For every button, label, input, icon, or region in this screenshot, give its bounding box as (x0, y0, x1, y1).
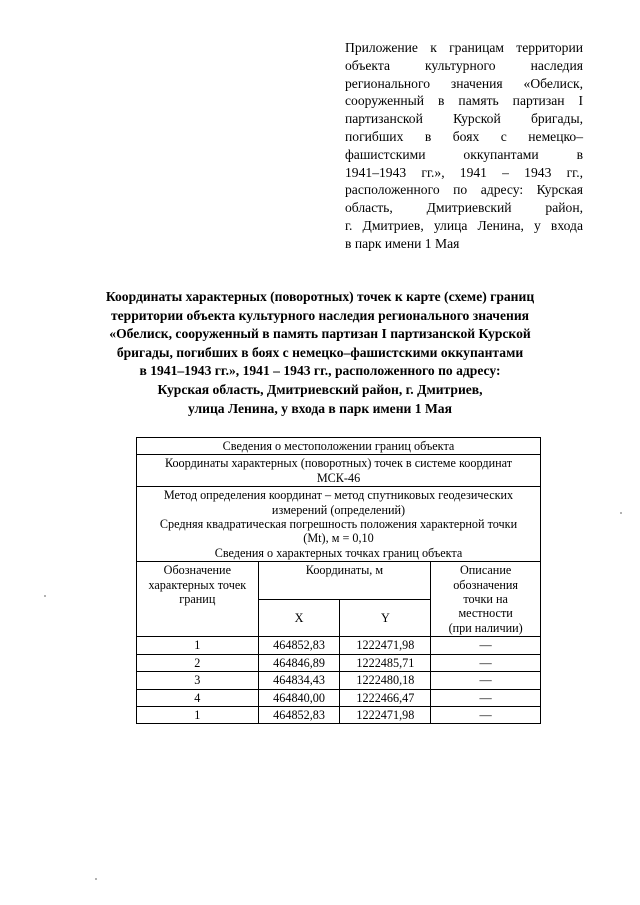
scan-speck (95, 878, 97, 880)
appendix-line: 1941–1943 гг.», 1941 – 1943 гг., (345, 164, 583, 180)
appendix-line: регионального значения «Обелиск, (345, 75, 583, 91)
coordinate-y: 1222471,98 (340, 706, 431, 723)
table-row (137, 654, 541, 671)
point-description: — (431, 689, 541, 706)
header-designation (137, 562, 259, 637)
coordinate-system-text: Координаты характерных (поворотных) точек в системе координат (164, 456, 513, 471)
header-text: местности (458, 606, 513, 621)
appendix-line: погибших в боях с немецко– (345, 128, 583, 144)
coordinate-x: 464852,83 (258, 637, 340, 654)
points-title: Сведения о характерных точках границ объекта (214, 545, 463, 560)
coordinate-y: 1222480,18 (340, 672, 431, 689)
method-cell (137, 487, 541, 562)
document-heading (60, 288, 580, 418)
heading-line: территории объекта культурного наследия регионального значения (110, 307, 530, 323)
appendix-line: сооруженный в память партизан I (345, 93, 583, 109)
coordinate-x: 464846,89 (258, 654, 340, 671)
point-description: — (431, 654, 541, 671)
table-row (137, 637, 541, 654)
header-text: границ (179, 592, 216, 607)
heading-line: «Обелиск, сооруженный в память партизан I партизанской Курской (109, 326, 531, 342)
coordinate-y: 1222485,71 (340, 654, 431, 671)
coordinate-y: 1222471,98 (340, 637, 431, 654)
accuracy-text: Средняя квадратическая погрешность положения характерной точки (159, 517, 518, 532)
coordinate-x: 464834,43 (258, 672, 340, 689)
header-text: (при наличии) (448, 620, 523, 635)
coordinates-table (136, 437, 541, 724)
header-x: X (258, 599, 340, 637)
heading-line: Координаты характерных (поворотных) точек к карте (схеме) границ (105, 289, 535, 304)
method-text: Метод определения координат – метод спутниковых геодезических (163, 488, 514, 503)
header-y: Y (340, 599, 431, 637)
coordinate-system-cell (137, 455, 541, 487)
accuracy-text: (Mt), м = 0,10 (303, 531, 374, 546)
point-description: — (431, 672, 541, 689)
table-row (137, 455, 541, 487)
header-coordinates: Координаты, м (258, 562, 431, 600)
appendix-line: партизанской Курской бригады, (345, 111, 583, 127)
appendix-line: Приложение к границам территории (345, 40, 583, 55)
header-text: обозначения (453, 577, 519, 592)
appendix-line: расположенного по адресу: Курская (345, 182, 583, 198)
appendix-line: г. Дмитриев, улица Ленина, у входа (345, 217, 583, 233)
method-text: измерений (определений) (271, 502, 406, 517)
appendix-line: область, Дмитриевский район, (345, 200, 583, 216)
point-number: 1 (137, 706, 259, 723)
table-row (137, 438, 541, 455)
header-text: Обозначение (163, 563, 231, 578)
table-row (137, 672, 541, 689)
scan-speck (620, 512, 622, 514)
point-number: 2 (137, 654, 259, 671)
header-text: Описание (459, 563, 512, 578)
scan-speck (44, 595, 46, 597)
header-text: точки на (463, 592, 508, 607)
point-number: 4 (137, 689, 259, 706)
heading-line: улица Ленина, у входа в парк имени 1 Мая (188, 400, 452, 416)
coordinate-y: 1222466,47 (340, 689, 431, 706)
coordinate-system-name: МСК-46 (316, 470, 361, 485)
heading-line: Курская область, Дмитриевский район, г. Дмитриев, (157, 381, 483, 397)
heading-line: бригады, погибших в боях с немецко–фашистскими оккупантами (116, 344, 524, 360)
point-number: 1 (137, 637, 259, 654)
coordinate-x: 464840,00 (258, 689, 340, 706)
heading-line: в 1941–1943 гг.», 1941 – 1943 гг., расположенного по адресу: (139, 363, 501, 379)
coordinate-x: 464852,83 (258, 706, 340, 723)
header-text: характерных точек (148, 577, 247, 592)
appendix-note (345, 39, 583, 253)
header-description (431, 562, 541, 637)
location-title: Сведения о местоположении границ объекта (137, 438, 541, 455)
point-number: 3 (137, 672, 259, 689)
table-row (137, 706, 541, 723)
point-description: — (431, 637, 541, 654)
table-header-row (137, 562, 541, 600)
table-row (137, 487, 541, 562)
appendix-line: объекта культурного наследия (345, 57, 583, 73)
point-description: — (431, 706, 541, 723)
table-row (137, 689, 541, 706)
appendix-line: в парк имени 1 Мая (345, 235, 460, 251)
appendix-line: фашистскими оккупантами в (345, 146, 583, 162)
